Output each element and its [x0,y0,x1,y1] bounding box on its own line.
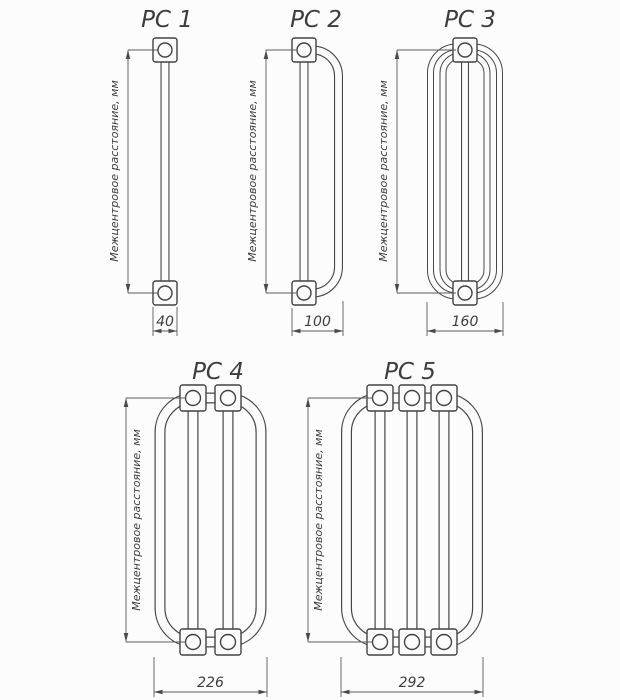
radiator-pc2 [246,7,343,336]
pc2-width-label: 100 [304,314,331,330]
pc5-width-label: 292 [398,675,426,691]
pc3-center-distance-label: Межцентровое расстояние, мм [377,80,390,262]
radiator-pc3 [377,7,503,336]
pc1-center-distance-dimension [108,50,158,293]
pc3-width-dimension [427,302,503,336]
pc2-width-dimension [292,301,343,336]
radiator-pc1 [108,7,193,336]
pc3-top-fitting [453,38,477,62]
pc4-title: РС 4 [192,359,244,385]
pc4-width-label: 226 [197,675,224,691]
pc5-title: РС 5 [384,359,436,385]
pc5-top-fittings [367,385,457,411]
pc2-center-distance-label: Межцентровое расстояние, мм [246,80,259,262]
pc2-center-distance-dimension [246,50,296,293]
pc4-center-distance-label: Межцентровое расстояние, мм [130,429,143,611]
pc2-tubes [304,45,339,298]
pc1-title: РС 1 [141,7,193,33]
pc2-title: РС 2 [290,7,342,33]
pc3-width-label: 160 [451,314,479,330]
pc1-width-dimension [153,307,177,336]
pc5-width-dimension [341,657,483,697]
pc1-center-distance-label: Межцентровое расстояние, мм [108,80,121,262]
pc3-title: РС 3 [444,7,496,33]
pc5-bottom-fittings [367,629,457,655]
pc4-width-dimension [154,657,267,697]
radiator-pc4 [124,359,267,697]
pc5-tubes [347,390,478,650]
pc5-center-distance-dimension [306,398,373,642]
pc3-bottom-fitting [453,281,477,305]
pc1-width-label: 40 [156,314,174,330]
pc3-tubes [431,45,500,298]
pc5-center-distance-label: Межцентровое расстояние, мм [312,429,325,611]
pc4-tubes [160,390,261,650]
radiator-pc5 [306,359,483,697]
